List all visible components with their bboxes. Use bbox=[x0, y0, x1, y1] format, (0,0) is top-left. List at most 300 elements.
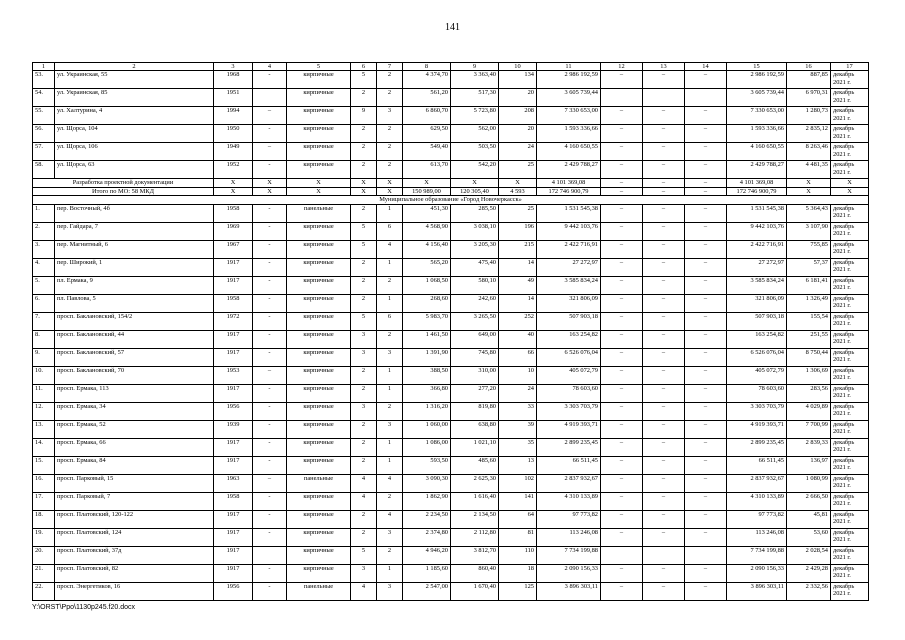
table-cell: 3 bbox=[214, 63, 253, 71]
table-cell: 549,40 bbox=[403, 143, 451, 161]
table-cell: просп. Энергетиков, 16 bbox=[55, 582, 214, 600]
table-cell: 561,20 bbox=[403, 89, 451, 107]
table-cell: 2 bbox=[377, 125, 403, 143]
table-cell: 3 585 834,24 bbox=[727, 276, 787, 294]
table-cell: 11 bbox=[537, 63, 601, 71]
table-cell: 163 254,82 bbox=[537, 330, 601, 348]
table-cell: 2 bbox=[377, 71, 403, 89]
table-cell: – bbox=[643, 528, 685, 546]
table-cell: просп. Платовский, 37д bbox=[55, 546, 214, 564]
table-cell: 242,60 bbox=[451, 294, 499, 312]
table-cell: - bbox=[253, 204, 287, 222]
table-cell: 78 603,60 bbox=[537, 384, 601, 402]
table-cell: 110 bbox=[499, 546, 537, 564]
table-cell: 53. bbox=[33, 71, 55, 89]
table-cell: – bbox=[685, 330, 727, 348]
table-cell: 20. bbox=[33, 546, 55, 564]
table-cell: X bbox=[253, 179, 287, 187]
table-cell: – bbox=[643, 187, 685, 195]
table-cell: 3 bbox=[351, 564, 377, 582]
table-cell: 215 bbox=[499, 240, 537, 258]
table-cell: 2 234,50 bbox=[403, 510, 451, 528]
table-cell: декабрь 2021 г. bbox=[831, 107, 869, 125]
table-cell: 57. bbox=[33, 143, 55, 161]
table-cell: – bbox=[685, 456, 727, 474]
table-cell: 3 bbox=[377, 582, 403, 600]
table-cell: 27 272,97 bbox=[727, 258, 787, 276]
table-row bbox=[33, 89, 869, 107]
table-cell: 2 bbox=[351, 143, 377, 161]
table-cell: 1956 bbox=[214, 582, 253, 600]
table-cell: декабрь 2021 г. bbox=[831, 348, 869, 366]
table-cell: 1 060,00 bbox=[403, 420, 451, 438]
table-cell: – bbox=[601, 107, 643, 125]
table-cell: 1 391,90 bbox=[403, 348, 451, 366]
table-cell: панельные bbox=[287, 582, 351, 600]
table-cell: декабрь 2021 г. bbox=[831, 161, 869, 179]
table-cell: декабрь 2021 г. bbox=[831, 222, 869, 240]
summary-row bbox=[33, 187, 869, 195]
table-cell: 517,30 bbox=[451, 89, 499, 107]
table-cell: 251,55 bbox=[787, 330, 831, 348]
table-cell: пер. Восточный, 4б bbox=[55, 204, 214, 222]
table-cell: 1950 bbox=[214, 125, 253, 143]
table-cell: 1. bbox=[33, 204, 55, 222]
table-cell: – bbox=[601, 582, 643, 600]
table-cell: 638,80 bbox=[451, 420, 499, 438]
table-cell: 40 bbox=[499, 330, 537, 348]
table-cell: просп. Платовский, 120-122 bbox=[55, 510, 214, 528]
table-cell: 9 442 103,76 bbox=[537, 222, 601, 240]
table-cell: декабрь 2021 г. bbox=[831, 204, 869, 222]
table-cell: – bbox=[685, 438, 727, 456]
table-cell: декабрь 2021 г. bbox=[831, 312, 869, 330]
table-cell: 14 bbox=[499, 258, 537, 276]
table-cell: – bbox=[643, 240, 685, 258]
table-cell: – bbox=[601, 258, 643, 276]
table-cell: 285,50 bbox=[451, 204, 499, 222]
table-cell: декабрь 2021 г. bbox=[831, 474, 869, 492]
table-cell: – bbox=[685, 402, 727, 420]
table-cell: - bbox=[253, 222, 287, 240]
table-cell: 1917 bbox=[214, 384, 253, 402]
table-cell: – bbox=[685, 204, 727, 222]
table-cell: 55. bbox=[33, 107, 55, 125]
table-cell: 321 806,09 bbox=[537, 294, 601, 312]
table-cell: пл. Павлова, 5 bbox=[55, 294, 214, 312]
table-cell bbox=[685, 89, 727, 107]
table-cell: X bbox=[499, 179, 537, 187]
table-row bbox=[33, 161, 869, 179]
table-cell: – bbox=[685, 366, 727, 384]
table-cell: - bbox=[253, 161, 287, 179]
file-path-footer: Y:\ORST\Ppo\1130p245.f20.docx bbox=[32, 604, 135, 611]
table-cell: 4 374,70 bbox=[403, 71, 451, 89]
table-cell: – bbox=[643, 204, 685, 222]
table-cell: – bbox=[601, 492, 643, 510]
table-cell: 5 983,70 bbox=[403, 312, 451, 330]
table-cell: 113 246,08 bbox=[537, 528, 601, 546]
table-cell: – bbox=[601, 240, 643, 258]
table-cell: - bbox=[253, 384, 287, 402]
table-cell: 3 bbox=[351, 348, 377, 366]
table-cell: – bbox=[685, 474, 727, 492]
table-cell: 1 185,60 bbox=[403, 564, 451, 582]
table-cell: – bbox=[601, 456, 643, 474]
table-cell: 1967 bbox=[214, 240, 253, 258]
table-cell: 4 101 369,08 bbox=[537, 179, 601, 187]
table-cell: 5 bbox=[351, 240, 377, 258]
table-cell: 2 837 932,67 bbox=[537, 474, 601, 492]
table-row bbox=[33, 204, 869, 222]
table-cell: 366,80 bbox=[403, 384, 451, 402]
table-cell: 66 bbox=[499, 348, 537, 366]
summary-row bbox=[33, 179, 869, 187]
table-cell: 196 bbox=[499, 222, 537, 240]
table-cell: 1 593 336,66 bbox=[537, 125, 601, 143]
table-cell: 14 bbox=[499, 294, 537, 312]
table-cell: 14. bbox=[33, 438, 55, 456]
table-cell: 1963 bbox=[214, 474, 253, 492]
table-cell: 66 511,45 bbox=[727, 456, 787, 474]
table-cell: - bbox=[253, 402, 287, 420]
table-cell: 887,85 bbox=[787, 71, 831, 89]
table-cell: 125 bbox=[499, 582, 537, 600]
table-cell: - bbox=[253, 492, 287, 510]
table-cell: кирпичные bbox=[287, 222, 351, 240]
table-cell: кирпичные bbox=[287, 294, 351, 312]
table-cell: – bbox=[643, 294, 685, 312]
table-cell: 321 806,09 bbox=[727, 294, 787, 312]
table-cell: 3 205,30 bbox=[451, 240, 499, 258]
table-cell: 405 072,79 bbox=[727, 366, 787, 384]
table-cell: – bbox=[601, 161, 643, 179]
table-cell: 1 306,69 bbox=[787, 366, 831, 384]
table-cell: 120 305,40 bbox=[451, 187, 499, 195]
table-cell: – bbox=[643, 456, 685, 474]
table-cell: 10 bbox=[499, 63, 537, 71]
table-cell: – bbox=[253, 366, 287, 384]
table-cell: 593,50 bbox=[403, 456, 451, 474]
table-cell bbox=[643, 546, 685, 564]
table-cell: 4 310 133,89 bbox=[537, 492, 601, 510]
table-cell: декабрь 2021 г. bbox=[831, 582, 869, 600]
table-cell: – bbox=[643, 366, 685, 384]
table-row bbox=[33, 312, 869, 330]
table-cell: – bbox=[643, 402, 685, 420]
table-cell: 6. bbox=[33, 294, 55, 312]
table-cell: – bbox=[643, 474, 685, 492]
table-cell: кирпичные bbox=[287, 161, 351, 179]
table-cell: кирпичные bbox=[287, 420, 351, 438]
table-cell: 1968 bbox=[214, 71, 253, 89]
table-cell: X bbox=[253, 187, 287, 195]
table-cell: 1 086,00 bbox=[403, 438, 451, 456]
table-cell: 3 265,50 bbox=[451, 312, 499, 330]
table-cell: 1 bbox=[377, 564, 403, 582]
table-cell: X bbox=[831, 187, 869, 195]
table-cell: 451,30 bbox=[403, 204, 451, 222]
table-row bbox=[33, 438, 869, 456]
table-cell: 1 068,50 bbox=[403, 276, 451, 294]
table-cell: 2 422 716,91 bbox=[537, 240, 601, 258]
table-cell: 66 511,45 bbox=[537, 456, 601, 474]
table-cell: 2 bbox=[351, 258, 377, 276]
table-cell: 1917 bbox=[214, 510, 253, 528]
table-cell: 3 363,40 bbox=[451, 71, 499, 89]
table-cell: декабрь 2021 г. bbox=[831, 143, 869, 161]
table-cell: 503,50 bbox=[451, 143, 499, 161]
table-cell: 7 330 653,00 bbox=[727, 107, 787, 125]
table-row bbox=[33, 143, 869, 161]
table-cell: 3 605 739,44 bbox=[727, 89, 787, 107]
table-cell: 2 bbox=[351, 276, 377, 294]
table-cell: 6 970,31 bbox=[787, 89, 831, 107]
table-cell: 172 746 900,79 bbox=[727, 187, 787, 195]
table-cell: 1939 bbox=[214, 420, 253, 438]
table-cell: кирпичные bbox=[287, 89, 351, 107]
table-cell: 1 616,40 bbox=[451, 492, 499, 510]
table-cell: 6 860,70 bbox=[403, 107, 451, 125]
housing-table bbox=[32, 62, 869, 601]
table-cell: 9 bbox=[351, 107, 377, 125]
table-cell: – bbox=[643, 438, 685, 456]
table-cell: – bbox=[643, 384, 685, 402]
table-cell: 24 bbox=[499, 384, 537, 402]
table-cell: 7. bbox=[33, 312, 55, 330]
table-row bbox=[33, 384, 869, 402]
table-row bbox=[33, 420, 869, 438]
table-cell: пер. Магнитный, 6 bbox=[55, 240, 214, 258]
table-cell: 1 326,49 bbox=[787, 294, 831, 312]
table-cell: – bbox=[601, 528, 643, 546]
table-cell: 18 bbox=[499, 564, 537, 582]
table-cell: 1917 bbox=[214, 276, 253, 294]
table-cell: 19. bbox=[33, 528, 55, 546]
table-cell: 7 734 199,88 bbox=[727, 546, 787, 564]
table-cell: 2 839,33 bbox=[787, 438, 831, 456]
table-cell: 155,54 bbox=[787, 312, 831, 330]
table-cell: 2 bbox=[351, 420, 377, 438]
table-cell: 9 442 103,76 bbox=[727, 222, 787, 240]
table-cell: X bbox=[787, 179, 831, 187]
table-cell: - bbox=[253, 420, 287, 438]
table-cell: 5 bbox=[351, 222, 377, 240]
table-cell: 1972 bbox=[214, 312, 253, 330]
table-cell: декабрь 2021 г. bbox=[831, 564, 869, 582]
table-cell: 4. bbox=[33, 258, 55, 276]
table-cell: 45,81 bbox=[787, 510, 831, 528]
table-cell: декабрь 2021 г. bbox=[831, 240, 869, 258]
table-cell: 35 bbox=[499, 438, 537, 456]
table-cell: 64 bbox=[499, 510, 537, 528]
table-cell: 310,00 bbox=[451, 366, 499, 384]
table-cell: 4 bbox=[377, 510, 403, 528]
table-cell: 102 bbox=[499, 474, 537, 492]
table-cell: X bbox=[831, 179, 869, 187]
table-cell: 4 481,35 bbox=[787, 161, 831, 179]
table-cell: – bbox=[685, 222, 727, 240]
table-cell: 2 bbox=[377, 276, 403, 294]
table-cell: – bbox=[253, 107, 287, 125]
table-cell: декабрь 2021 г. bbox=[831, 438, 869, 456]
table-cell bbox=[253, 89, 287, 107]
table-cell: 2 666,50 bbox=[787, 492, 831, 510]
table-cell: 6 526 076,04 bbox=[537, 348, 601, 366]
table-cell: кирпичные bbox=[287, 107, 351, 125]
table-cell: - bbox=[253, 330, 287, 348]
table-cell: X bbox=[451, 179, 499, 187]
table-cell: 3 bbox=[351, 330, 377, 348]
table-cell: 3 bbox=[377, 107, 403, 125]
table-cell: 649,00 bbox=[451, 330, 499, 348]
table-cell: 3 812,70 bbox=[451, 546, 499, 564]
table-cell: 2 134,50 bbox=[451, 510, 499, 528]
table-cell: декабрь 2021 г. bbox=[831, 366, 869, 384]
table-row bbox=[33, 125, 869, 143]
table-cell: – bbox=[601, 348, 643, 366]
table-cell: 20 bbox=[499, 89, 537, 107]
table-cell: 134 bbox=[499, 71, 537, 89]
table-cell: – bbox=[643, 492, 685, 510]
table-cell: 755,85 bbox=[787, 240, 831, 258]
table-cell: X bbox=[377, 179, 403, 187]
table-cell: 5 bbox=[351, 71, 377, 89]
table-cell: 27 272,97 bbox=[537, 258, 601, 276]
table-cell: 17 bbox=[831, 63, 869, 71]
table-cell: 15. bbox=[33, 456, 55, 474]
table-cell: - bbox=[253, 125, 287, 143]
table-cell: 1917 bbox=[214, 546, 253, 564]
table-cell: панельные bbox=[287, 204, 351, 222]
table-cell: - bbox=[253, 71, 287, 89]
table-cell bbox=[601, 89, 643, 107]
table-cell: 1 461,50 bbox=[403, 330, 451, 348]
table-cell: 11. bbox=[33, 384, 55, 402]
table-cell: 54. bbox=[33, 89, 55, 107]
table-cell: 1 593 336,66 bbox=[727, 125, 787, 143]
table-cell: 3 896 303,11 bbox=[727, 582, 787, 600]
table-cell: декабрь 2021 г. bbox=[831, 89, 869, 107]
table-cell: 1 bbox=[377, 366, 403, 384]
table-cell: просп. Ермака, 66 bbox=[55, 438, 214, 456]
table-cell: декабрь 2021 г. bbox=[831, 71, 869, 89]
table-cell: кирпичные bbox=[287, 384, 351, 402]
page-number: 141 bbox=[445, 22, 460, 33]
table-cell: 1 bbox=[377, 384, 403, 402]
table-cell: 2 374,80 bbox=[403, 528, 451, 546]
table-cell bbox=[253, 546, 287, 564]
table-cell: – bbox=[685, 258, 727, 276]
table-cell: декабрь 2021 г. bbox=[831, 125, 869, 143]
table-cell: 3 303 703,79 bbox=[537, 402, 601, 420]
table-cell: кирпичные bbox=[287, 312, 351, 330]
table-cell: 277,20 bbox=[451, 384, 499, 402]
table-cell: 7 734 199,88 bbox=[537, 546, 601, 564]
table-cell: 2 bbox=[377, 161, 403, 179]
table-cell: 1956 bbox=[214, 402, 253, 420]
table-cell: 24 bbox=[499, 143, 537, 161]
table-cell: – bbox=[685, 312, 727, 330]
table-cell: 1 021,10 bbox=[451, 438, 499, 456]
table-cell: 12 bbox=[601, 63, 643, 71]
table-cell: кирпичные bbox=[287, 348, 351, 366]
table-cell: 2 429 788,27 bbox=[537, 161, 601, 179]
table-cell: - bbox=[253, 438, 287, 456]
table-cell: – bbox=[685, 564, 727, 582]
table-cell: 57,37 bbox=[787, 258, 831, 276]
table-cell: 1 316,20 bbox=[403, 402, 451, 420]
table-cell: - bbox=[253, 582, 287, 600]
table-cell: 1 531 545,38 bbox=[727, 204, 787, 222]
table-cell: 507 903,18 bbox=[727, 312, 787, 330]
table-cell: кирпичные bbox=[287, 402, 351, 420]
table-cell: 8 750,44 bbox=[787, 348, 831, 366]
table-cell: 9 bbox=[451, 63, 499, 71]
table-cell: декабрь 2021 г. bbox=[831, 276, 869, 294]
table-cell: 21. bbox=[33, 564, 55, 582]
table-cell: 97 773,82 bbox=[537, 510, 601, 528]
table-cell: – bbox=[643, 143, 685, 161]
table-cell: 1953 bbox=[214, 366, 253, 384]
table-cell: 745,80 bbox=[451, 348, 499, 366]
table-cell: 6 bbox=[377, 222, 403, 240]
table-cell: декабрь 2021 г. bbox=[831, 492, 869, 510]
table-cell: – bbox=[643, 179, 685, 187]
table-cell: – bbox=[685, 161, 727, 179]
table-cell: 860,40 bbox=[451, 564, 499, 582]
table-cell: X bbox=[377, 187, 403, 195]
table-cell: – bbox=[601, 294, 643, 312]
table-cell: 1917 bbox=[214, 456, 253, 474]
table-cell: кирпичные bbox=[287, 510, 351, 528]
table-cell: 2 986 192,59 bbox=[727, 71, 787, 89]
table-cell: 97 773,82 bbox=[727, 510, 787, 528]
table-cell: 3 038,10 bbox=[451, 222, 499, 240]
table-cell: 1 bbox=[377, 258, 403, 276]
table-cell: 7 bbox=[377, 63, 403, 71]
table-cell: 2 112,80 bbox=[451, 528, 499, 546]
table-cell: 12. bbox=[33, 402, 55, 420]
table-cell: – bbox=[643, 161, 685, 179]
table-cell: кирпичные bbox=[287, 258, 351, 276]
table-cell: ул. Украинская, 85 bbox=[55, 89, 214, 107]
table-row bbox=[33, 564, 869, 582]
table-cell: кирпичные bbox=[287, 71, 351, 89]
table-cell: декабрь 2021 г. bbox=[831, 402, 869, 420]
table-cell: – bbox=[643, 107, 685, 125]
table-cell: 1917 bbox=[214, 330, 253, 348]
table-cell: 2 bbox=[377, 143, 403, 161]
table-cell: 2 bbox=[351, 510, 377, 528]
table-cell: – bbox=[601, 222, 643, 240]
table-cell: 1 bbox=[377, 456, 403, 474]
table-cell: 6 181,41 bbox=[787, 276, 831, 294]
table-cell: 1 bbox=[377, 438, 403, 456]
table-cell: 2 547,00 bbox=[403, 582, 451, 600]
table-cell: – bbox=[643, 420, 685, 438]
table-cell: 20 bbox=[499, 125, 537, 143]
table-cell: 4 310 133,89 bbox=[727, 492, 787, 510]
table-cell: – bbox=[685, 294, 727, 312]
table-cell: кирпичные bbox=[287, 456, 351, 474]
table-cell: 39 bbox=[499, 420, 537, 438]
table-cell: пер. Гайдара, 7 bbox=[55, 222, 214, 240]
table-cell: 2 bbox=[377, 546, 403, 564]
table-cell: X bbox=[287, 187, 351, 195]
table-cell: 613,70 bbox=[403, 161, 451, 179]
table-cell: кирпичные bbox=[287, 438, 351, 456]
